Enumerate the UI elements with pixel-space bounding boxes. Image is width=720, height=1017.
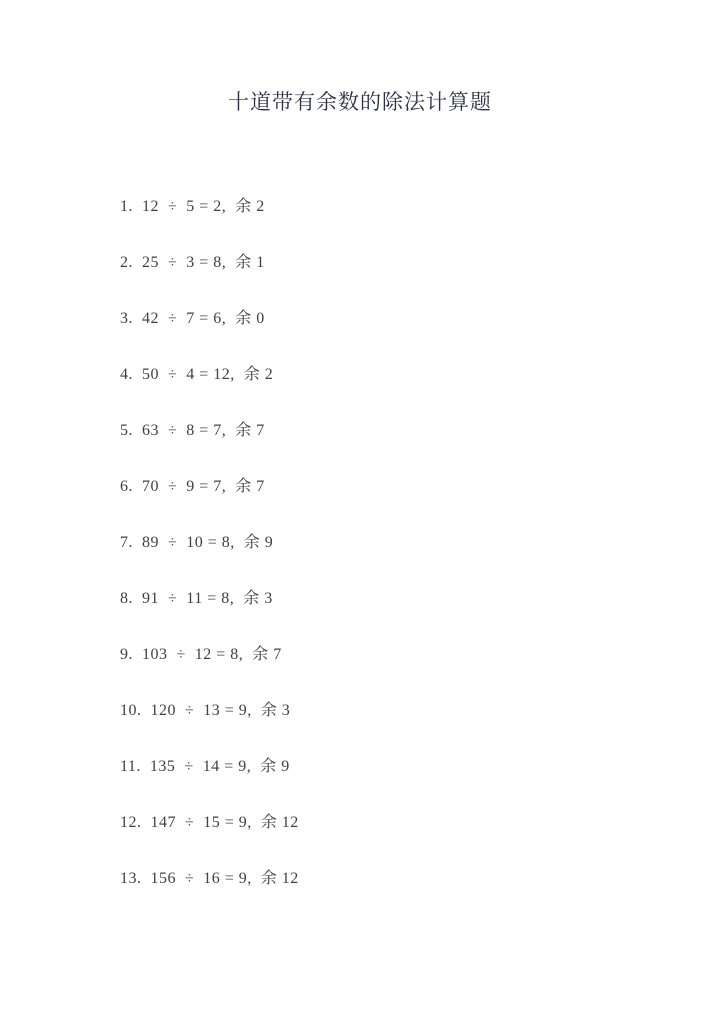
problem-7: 7. 89 ÷ 10 = 8, 余 9 [120, 534, 274, 551]
problem-1: 1. 12 ÷ 5 = 2, 余 2 [120, 198, 265, 215]
problem-5: 5. 63 ÷ 8 = 7, 余 7 [120, 422, 265, 439]
problem-list [120, 196, 299, 924]
problem-10: 10. 120 ÷ 13 = 9, 余 3 [120, 702, 291, 719]
problem-2: 2. 25 ÷ 3 = 8, 余 1 [120, 254, 265, 271]
problem-12: 12. 147 ÷ 15 = 9, 余 12 [120, 814, 299, 831]
problem-3: 3. 42 ÷ 7 = 6, 余 0 [120, 310, 265, 327]
problem-13: 13. 156 ÷ 16 = 9, 余 12 [120, 870, 299, 887]
problem-4: 4. 50 ÷ 4 = 12, 余 2 [120, 366, 274, 383]
problem-8: 8. 91 ÷ 11 = 8, 余 3 [120, 590, 273, 607]
document-title: 十道带有余数的除法计算题 [228, 90, 492, 114]
problem-11: 11. 135 ÷ 14 = 9, 余 9 [120, 758, 290, 775]
problem-9: 9. 103 ÷ 12 = 8, 余 7 [120, 646, 282, 663]
problem-6: 6. 70 ÷ 9 = 7, 余 7 [120, 478, 265, 495]
